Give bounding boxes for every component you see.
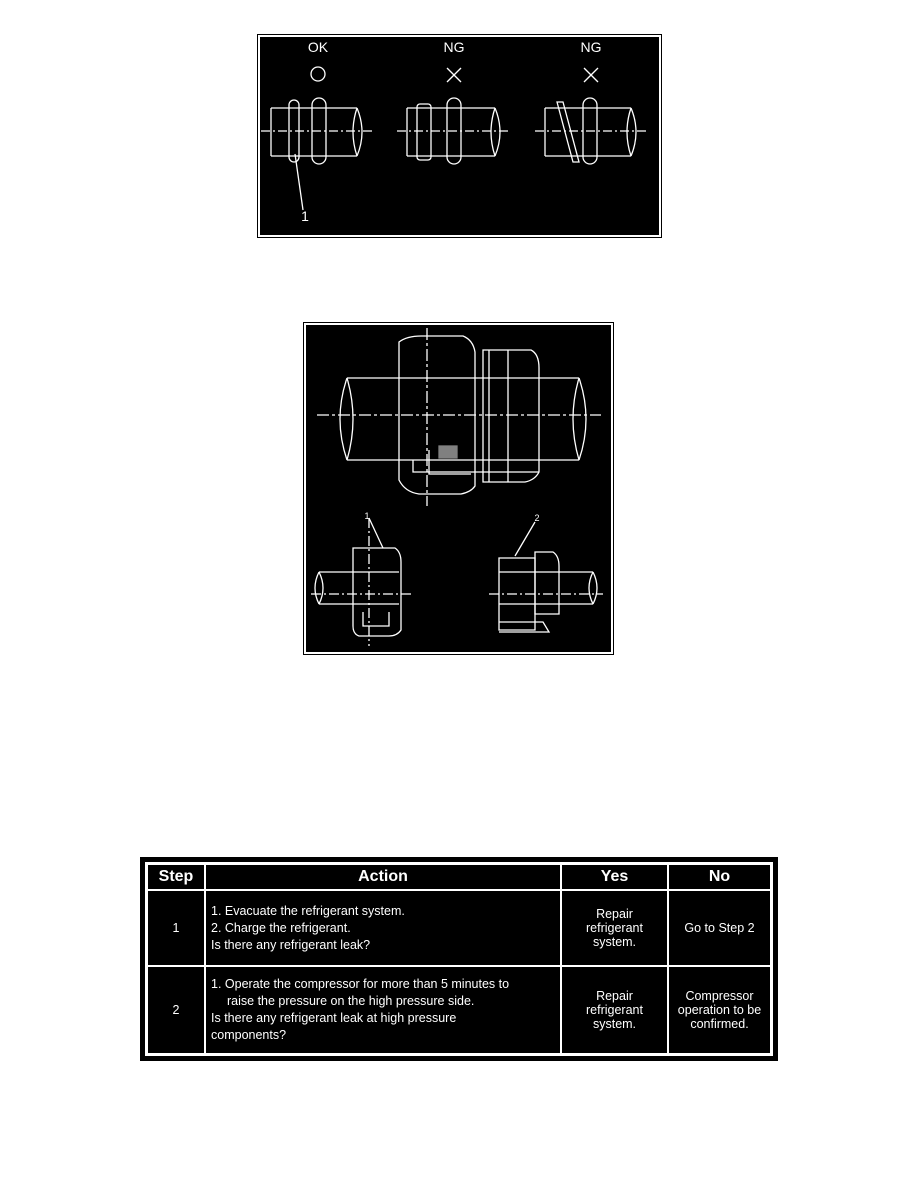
diagnostic-table (145, 862, 773, 1056)
action-cell (205, 966, 561, 1054)
header-step: Step (147, 864, 205, 890)
label-ng-2: NG (580, 39, 602, 55)
table-header-row (147, 864, 771, 890)
tube-ok (261, 98, 375, 210)
action-line: 2. Charge the refrigerant. (211, 920, 351, 935)
fitting-detail-1 (311, 518, 413, 646)
cross-icon (584, 68, 598, 82)
table-row (147, 890, 771, 966)
callout-1: 1 (301, 208, 309, 224)
step-number: 1 (147, 890, 205, 966)
fitting-cross-section-figure (303, 322, 614, 655)
step-number: 2 (147, 966, 205, 1054)
action-line: 1. Operate the compressor for more than 5 minutes to (211, 977, 510, 991)
action-line: raise the pressure on the high pressure side. (227, 994, 475, 1008)
cross-icon (447, 68, 461, 82)
tube-ng-2 (535, 98, 647, 164)
action-line: Is there any refrigerant leak at high pressure (211, 1011, 457, 1025)
fitting-detail-2 (489, 522, 603, 632)
header-no: No (668, 864, 771, 890)
diagnostic-table-panel (140, 857, 778, 1061)
circle-icon (311, 67, 325, 81)
no-cell: Go to Step 2 (668, 890, 771, 966)
tube-ng-1 (397, 98, 509, 164)
fitting-assembly-large (317, 328, 601, 506)
yes-cell: Repair refrigerant system. (561, 890, 668, 966)
action-line: components? (211, 1028, 287, 1042)
action-line: 1. Evacuate the refrigerant system. (211, 903, 405, 918)
o-ring-placement-figure (257, 34, 662, 238)
label-ng-1: NG (443, 39, 465, 55)
callout-1: 1 (364, 511, 370, 521)
callout-2: 2 (534, 513, 540, 523)
yes-cell: Repair refrigerant system. (561, 966, 668, 1054)
action-cell (205, 890, 561, 966)
label-ok: OK (307, 39, 329, 55)
header-yes: Yes (561, 864, 668, 890)
header-action: Action (205, 864, 561, 890)
no-cell: Compressor operation to be confirmed. (668, 966, 771, 1054)
table-row (147, 966, 771, 1054)
action-line: Is there any refrigerant leak? (211, 937, 371, 952)
